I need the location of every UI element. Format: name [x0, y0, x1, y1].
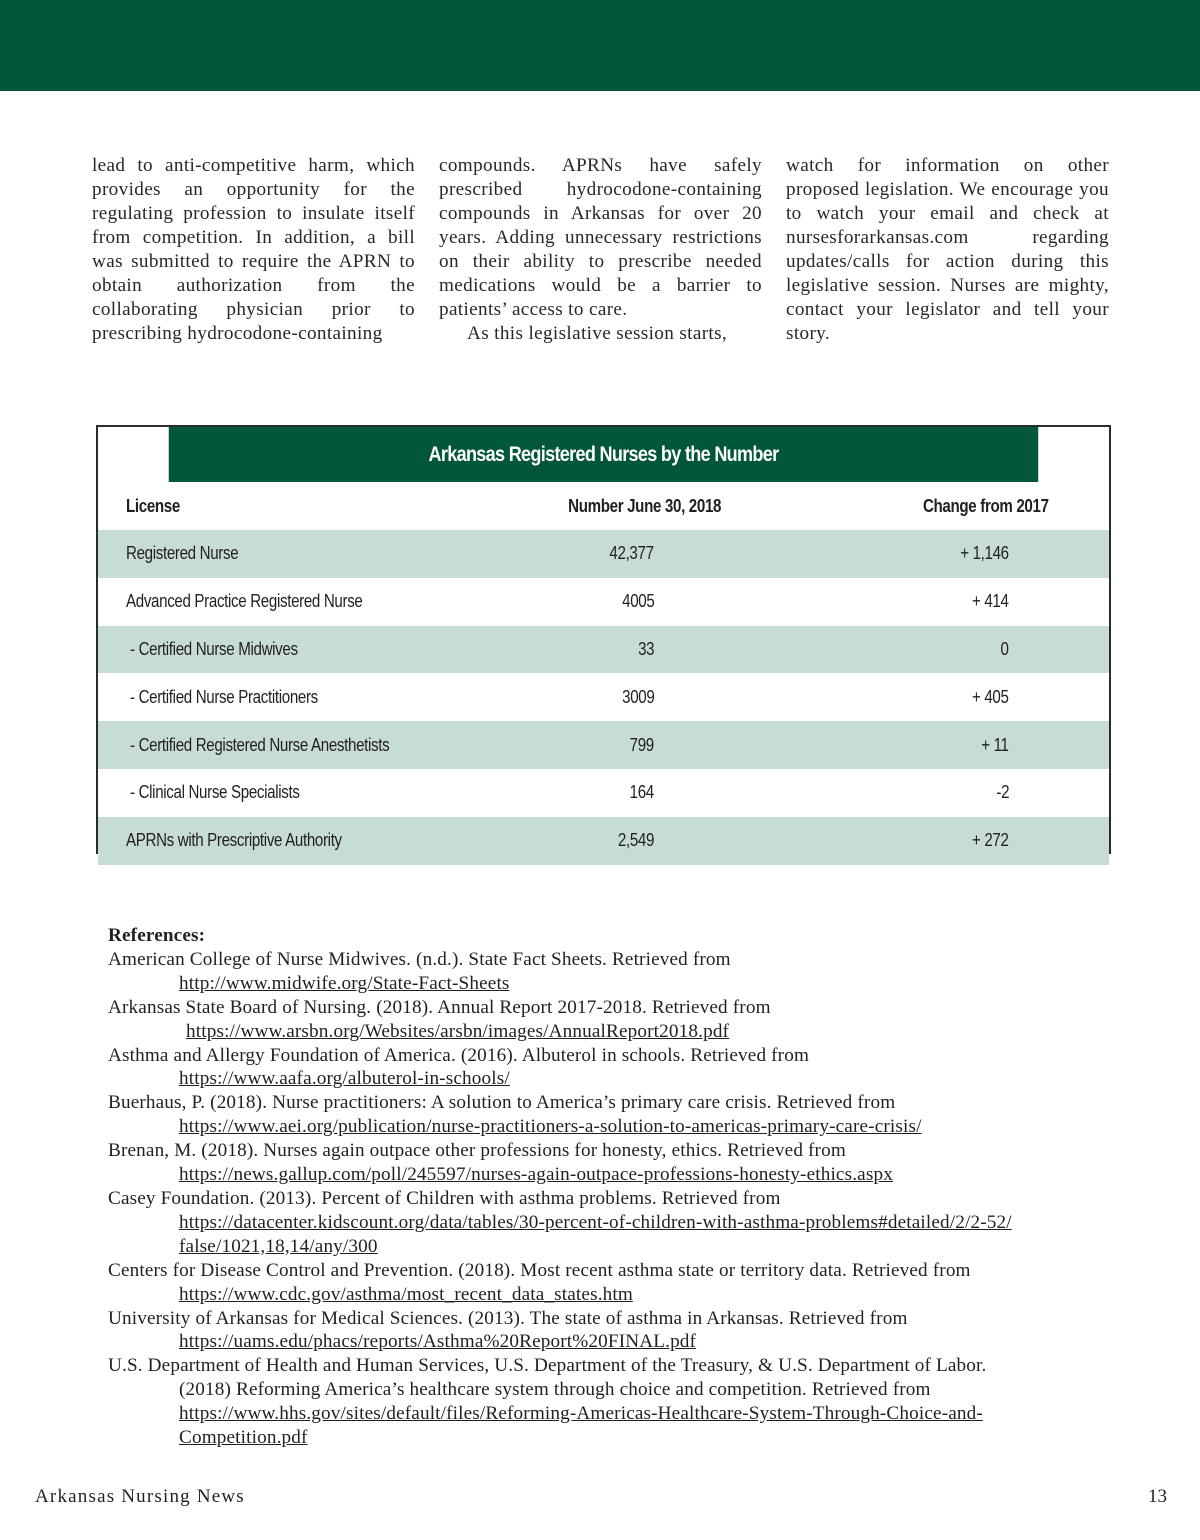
- reference-entry: [108, 948, 1108, 996]
- references-section: [108, 924, 1108, 1450]
- reference-link-continuation[interactable]: Competition.pdf: [179, 1427, 308, 1449]
- column-header-license: License: [126, 495, 180, 516]
- reference-entry: [108, 1307, 1108, 1355]
- reference-citation: American College of Nurse Midwives. (n.d.). State Fact Sheets. Retrieved from: [108, 948, 731, 970]
- article-column-1: [92, 154, 415, 346]
- article-column-2: [439, 154, 762, 346]
- reference-link[interactable]: https://www.aafa.org/albuterol-in-schools/: [179, 1068, 510, 1090]
- table-row: [98, 769, 1109, 817]
- reference-citation: Casey Foundation. (2013). Percent of Children with asthma problems. Retrieved from: [108, 1187, 781, 1209]
- header-band: [0, 0, 1200, 91]
- footer-publication-title: Arkansas Nursing News: [35, 1486, 245, 1507]
- license-cell: - Clinical Nurse Specialists: [130, 782, 300, 803]
- change-cell: 0: [1000, 638, 1009, 659]
- reference-link[interactable]: https://datacenter.kidscount.org/data/tables/30-percent-of-children-with-asthma-problems#detailed/2/2-52/: [179, 1211, 1012, 1233]
- table-row: [98, 721, 1109, 769]
- reference-link[interactable]: https://www.cdc.gov/asthma/most_recent_data_states.htm: [179, 1283, 633, 1305]
- reference-citation: Brenan, M. (2018). Nurses again outpace other professions for honesty, ethics. Retrieved from: [108, 1140, 846, 1162]
- article-columns: [92, 154, 1109, 346]
- number-cell: 2,549: [617, 830, 654, 851]
- number-cell: 33: [637, 638, 654, 659]
- nurses-by-number-table: [96, 425, 1111, 854]
- table-row: [98, 817, 1109, 865]
- reference-link[interactable]: http://www.midwife.org/State-Fact-Sheets: [179, 972, 510, 994]
- change-cell: + 405: [972, 686, 1009, 707]
- reference-citation: Buerhaus, P. (2018). Nurse practitioners: A solution to America’s primary care crisis. Retrieved from: [108, 1092, 896, 1114]
- article-column-3: [786, 154, 1109, 346]
- footer-page-number: 13: [1148, 1486, 1167, 1507]
- reference-citation: Centers for Disease Control and Prevention. (2018). Most recent asthma state or territory data. Retrieved from: [108, 1259, 971, 1281]
- reference-link[interactable]: https://www.aei.org/publication/nurse-practitioners-a-solution-to-americas-primary-care-crisis/: [179, 1116, 922, 1138]
- reference-link-continuation[interactable]: false/1021,18,14/any/300: [179, 1235, 378, 1257]
- license-cell: APRNs with Prescriptive Authority: [126, 830, 342, 851]
- reference-entry: [108, 1259, 1108, 1307]
- reference-link[interactable]: https://news.gallup.com/poll/245597/nurses-again-outpace-professions-honesty-ethics.aspx: [179, 1164, 893, 1186]
- reference-entry: [108, 1139, 1108, 1187]
- reference-entry: [108, 996, 1108, 1044]
- reference-link[interactable]: https://www.hhs.gov/sites/default/files/Reforming-Americas-Healthcare-System-Through-Choice-and-: [179, 1403, 983, 1425]
- license-cell: - Certified Nurse Practitioners: [130, 686, 318, 707]
- column-header-change: Change from 2017: [923, 495, 1049, 516]
- change-cell: -2: [996, 782, 1009, 803]
- change-cell: + 414: [972, 591, 1009, 612]
- license-cell: - Certified Registered Nurse Anesthetists: [130, 734, 390, 755]
- reference-link[interactable]: https://www.arsbn.org/Websites/arsbn/images/AnnualReport2018.pdf: [186, 1020, 730, 1042]
- license-cell: Registered Nurse: [126, 543, 239, 564]
- change-cell: + 11: [981, 734, 1009, 755]
- reference-entry: [108, 1187, 1108, 1259]
- number-cell: 42,377: [609, 543, 654, 564]
- reference-citation: University of Arkansas for Medical Sciences. (2013). The state of asthma in Arkansas. Retrieved from: [108, 1307, 908, 1329]
- column-header-number: Number June 30, 2018: [568, 495, 721, 516]
- table-title: Arkansas Registered Nurses by the Number: [169, 427, 1038, 482]
- number-cell: 3009: [621, 686, 654, 707]
- reference-citation-continuation: (2018) Reforming America’s healthcare system through choice and competition. Retrieved from: [179, 1379, 931, 1401]
- license-cell: Advanced Practice Registered Nurse: [126, 591, 363, 612]
- reference-citation: Asthma and Allergy Foundation of America. (2016). Albuterol in schools. Retrieved from: [108, 1044, 810, 1066]
- article-paragraph: watch for information on other proposed legislation. We encourage you to watch your email and check at nursesforarkansas.com regarding updates/calls for action during this legislative session. Nurses are mighty, contact your legislator and tell your story.: [786, 155, 1109, 344]
- table-row: [98, 578, 1109, 626]
- article-paragraph: lead to anti-competitive harm, which provides an opportunity for the regulating profession to insulate itself from competition. In addition, a bill was submitted to require the APRN to obtain authorization from the collaborating physician prior to prescribing hydrocodone-containing: [92, 155, 415, 344]
- number-cell: 4005: [621, 591, 654, 612]
- article-paragraph: As this legislative session starts,: [467, 323, 728, 344]
- reference-citation: Arkansas State Board of Nursing. (2018). Annual Report 2017-2018. Retrieved from: [108, 996, 771, 1018]
- reference-entry: [108, 1354, 1108, 1450]
- article-paragraph: compounds. APRNs have safely prescribed hydrocodone-containing compounds in Arkansas for over 20 years. Adding unnecessary restrictions on their ability to prescribe needed medications would be a barrier to patients’ access to care.: [439, 155, 762, 320]
- references-heading: References:: [108, 925, 206, 946]
- change-cell: + 1,146: [960, 543, 1009, 564]
- reference-entry: [108, 1044, 1108, 1092]
- table-row: [98, 673, 1109, 721]
- number-cell: 799: [629, 734, 654, 755]
- number-cell: 164: [629, 782, 654, 803]
- table-row: [98, 530, 1109, 578]
- reference-citation: U.S. Department of Health and Human Services, U.S. Department of the Treasury, & U.S. Department of Labor.: [108, 1355, 987, 1377]
- change-cell: + 272: [972, 830, 1009, 851]
- license-cell: - Certified Nurse Midwives: [130, 638, 298, 659]
- table-header-row: [98, 482, 1109, 530]
- reference-entry: [108, 1091, 1108, 1139]
- table-row: [98, 626, 1109, 674]
- reference-link[interactable]: https://uams.edu/phacs/reports/Asthma%20Report%20FINAL.pdf: [179, 1331, 697, 1353]
